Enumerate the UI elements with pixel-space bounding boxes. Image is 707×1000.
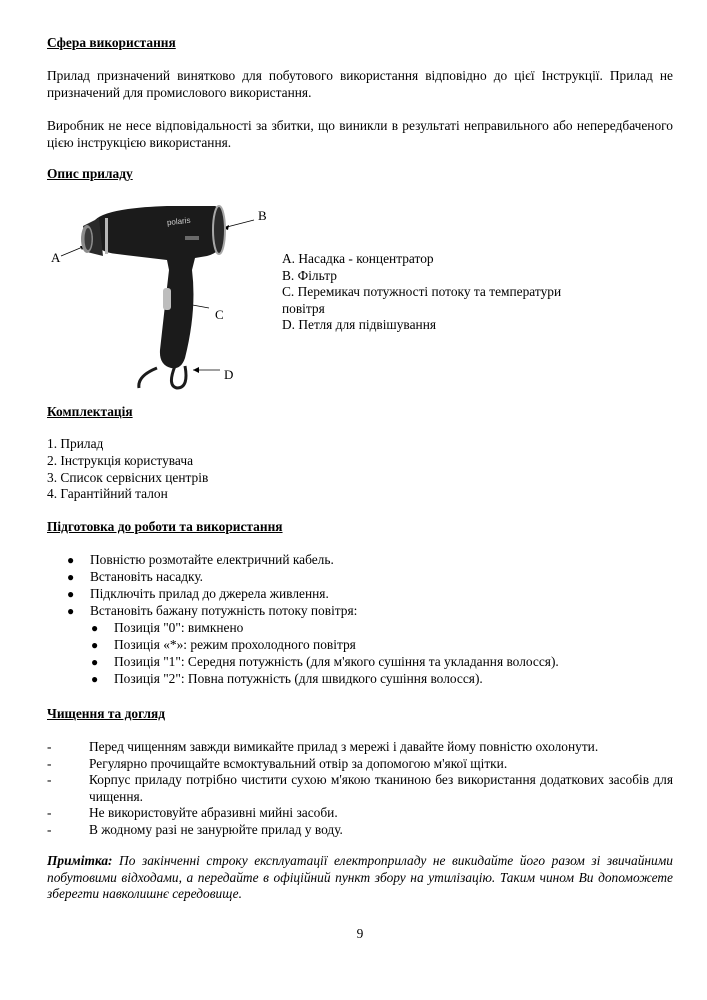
- callout-label-b: B: [258, 208, 267, 223]
- care-heading: Чищення та догляд: [47, 706, 165, 721]
- callout-label-c: C: [215, 307, 224, 322]
- description-heading: Опис приладу: [47, 166, 133, 181]
- legend-item-c: C. Перемикач потужності потоку та температури повітря: [282, 284, 562, 316]
- kit-item: 2. Інструкція користувача: [47, 453, 194, 468]
- bullet-icon: ●: [67, 604, 75, 618]
- bullet-icon: ●: [67, 587, 75, 601]
- callout-label-a: A: [51, 250, 61, 265]
- hair-dryer-illustration: [47, 190, 272, 390]
- legend-item-b: B. Фільтр: [282, 267, 337, 283]
- note-text: По закінченні строку експлуатації електроприладу не викидайте його разом зі звичайними побутовими відходами, а передайте в офіційний пункт збору на утилізацію. Таким чином Ви допоможете зберегти навколишнє середовище.: [47, 853, 673, 902]
- bullet-icon: ●: [91, 638, 99, 652]
- bullet-icon: ●: [91, 672, 99, 686]
- usage-paragraph-1: Прилад призначений винятково для побутового використання відповідно до цієї Інструкції. Прилад не призначений для промислового використання.: [47, 68, 673, 100]
- usage-heading: Сфера використання: [47, 35, 176, 50]
- kit-item: 1. Прилад: [47, 436, 104, 451]
- callout-label-d: D: [224, 367, 234, 382]
- legend-item-d: D. Петля для підвішування: [282, 317, 437, 333]
- bullet-icon: ●: [67, 570, 75, 584]
- kit-heading: Комплектація: [47, 404, 133, 419]
- kit-item: 4. Гарантійний талон: [47, 486, 168, 501]
- hair-dryer-figure: [47, 190, 272, 390]
- bullet-icon: ●: [67, 553, 75, 567]
- bullet-icon: ●: [91, 621, 99, 635]
- note-paragraph: [47, 853, 673, 903]
- kit-item: 3. Список сервісних центрів: [47, 470, 209, 485]
- usage-paragraph-2: Виробник не несе відповідальності за збитки, що виникли в результаті неправильного або непередбаченого цією інструкцією використання.: [47, 118, 673, 150]
- brand-logo-text: polaris: [166, 215, 191, 228]
- legend-item-a: A. Насадка - концентратор: [282, 251, 434, 266]
- bullet-icon: ●: [91, 655, 99, 669]
- page-number: 9: [356, 926, 364, 941]
- prep-heading: Підготовка до роботи та використання: [47, 519, 283, 534]
- note-label: Примітка:: [47, 853, 113, 868]
- parts-legend: [282, 251, 592, 334]
